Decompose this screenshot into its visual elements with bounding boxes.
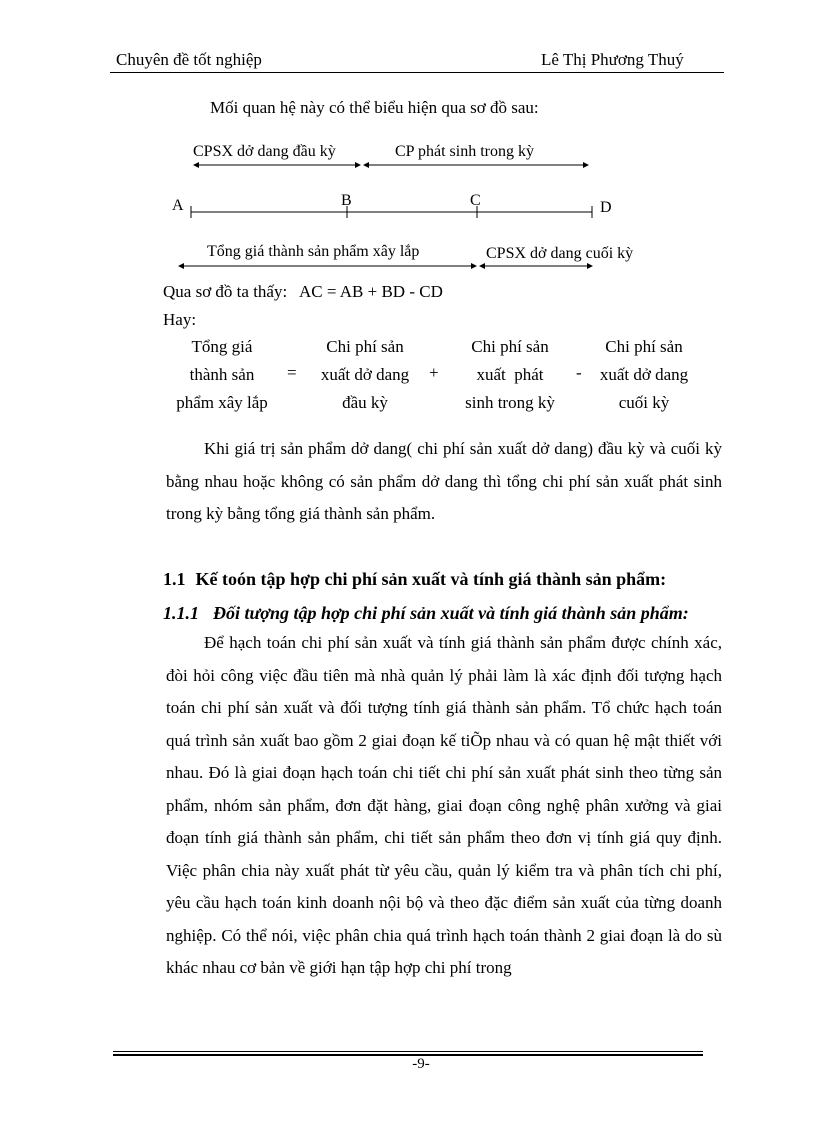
top-right-label: CP phát sinh trong kỳ [395, 143, 534, 160]
arrowhead-left [178, 263, 184, 269]
header-left: Chuyên đề tốt nghiệp [116, 50, 262, 69]
arrowhead-left [363, 162, 369, 168]
heading-2-title: Đối tượng tập hợp chi phí sản xuất và tính giá thành sản phẩm: [213, 603, 689, 623]
term-line: thành sản [189, 365, 255, 384]
term-line: Tổng giá [191, 337, 253, 356]
arrowhead-right [471, 263, 477, 269]
minus-operator: - [576, 363, 582, 382]
arrowhead-right [355, 162, 361, 168]
point-a-label: A [172, 197, 184, 214]
term-line: xuất phát [476, 365, 544, 384]
equation-term-1 [160, 333, 284, 417]
term-line: xuất dở dang [599, 365, 689, 384]
arrowhead-right [583, 162, 589, 168]
equation-term-3 [448, 333, 572, 417]
term-line: xuất dở dang [320, 365, 410, 384]
equation-term-4 [588, 333, 700, 417]
top-left-label: CPSX dở dang đầu kỳ [193, 143, 336, 160]
equation-term-2 [300, 333, 430, 417]
bottom-left-label: Tổng giá thành sản phẩm xây lắp [207, 243, 420, 260]
point-b-label: B [341, 192, 352, 209]
heading-1 [163, 569, 666, 590]
arrowhead-left [193, 162, 199, 168]
intro-text: Mối quan hệ này có thể biểu hiện qua sơ đồ sau: [210, 98, 539, 117]
plus-operator: + [429, 363, 439, 382]
arrowhead-right [587, 263, 593, 269]
term-line: phẩm xây lắp [176, 393, 268, 412]
cost-diagram [0, 130, 816, 270]
term-line: Chi phí sản [605, 337, 683, 356]
term-line: Chi phí sản [326, 337, 404, 356]
formula-line: Qua sơ đồ ta thấy: AC = AB + BD - CD [163, 282, 443, 301]
header-right: Lê Thị Phương Thuý [541, 50, 684, 69]
heading-2-number: 1.1.1 [163, 603, 199, 623]
hay-label: Hay: [163, 310, 197, 329]
arrowhead-left [479, 263, 485, 269]
paragraph-2: Để hạch toán chi phí sản xuất và tính giá thành sản phẩm được chính xác, đòi hỏi công việc đầu tiên mà nhà quản lý phải làm là xác định đối tượng hạch toán chi phí sản xuất và đối tượng tính giá thành sản phẩm. Tổ chức hạch toán quá trình sản xuất bao gồm 2 giai đoạn kế tiÕp nhau và có quan hệ mật thiết với nhau. Đó là giai đoạn hạch toán chi tiết chi phí sản xuất phát sinh theo từng sản phẩm, nhóm sản phẩm, đơn đặt hàng, giai đoạn công nghệ phân xưởng và giai đoạn tính giá thành sản phẩm, chi tiết sản phẩm theo đơn vị tính giá quy định. Việc phân chia này xuất phát từ yêu cầu, quản lý kiểm tra và phân tích chi phí, yêu cầu hạch toán kinh doanh nội bộ và theo đặc điểm sản xuất của từng doanh nghiệp. Có thể nói, việc phân chia quá trình hạch toán thành 2 giai đoạn là do sù khác nhau cơ bản về giới hạn tập hợp chi phí trong [166, 633, 722, 977]
term-line: đầu kỳ [342, 393, 388, 412]
page-number: -9- [412, 1056, 430, 1072]
equals-operator: = [287, 363, 297, 382]
header-rule [110, 72, 724, 73]
term-line: Chi phí sản [471, 337, 549, 356]
heading-1-number: 1.1 [163, 569, 186, 589]
heading-2 [163, 603, 689, 624]
point-c-label: C [470, 192, 481, 209]
term-line: sinh trong kỳ [465, 393, 555, 412]
term-line: cuối kỳ [618, 393, 670, 412]
heading-1-title: Kế toón tập hợp chi phí sản xuất và tính giá thành sản phẩm: [195, 569, 667, 589]
footer-rule-top [113, 1051, 703, 1052]
bottom-right-label: CPSX dở dang cuối kỳ [486, 245, 634, 262]
point-d-label: D [600, 199, 612, 216]
paragraph-1: Khi giá trị sản phẩm dở dang( chi phí sản xuất dở dang) đầu kỳ và cuối kỳ bằng nhau hoặc không có sản phẩm dở dang thì tổng chi phí sản xuất phát sinh trong kỳ bằng tổng giá thành sản phẩm. [166, 439, 722, 523]
